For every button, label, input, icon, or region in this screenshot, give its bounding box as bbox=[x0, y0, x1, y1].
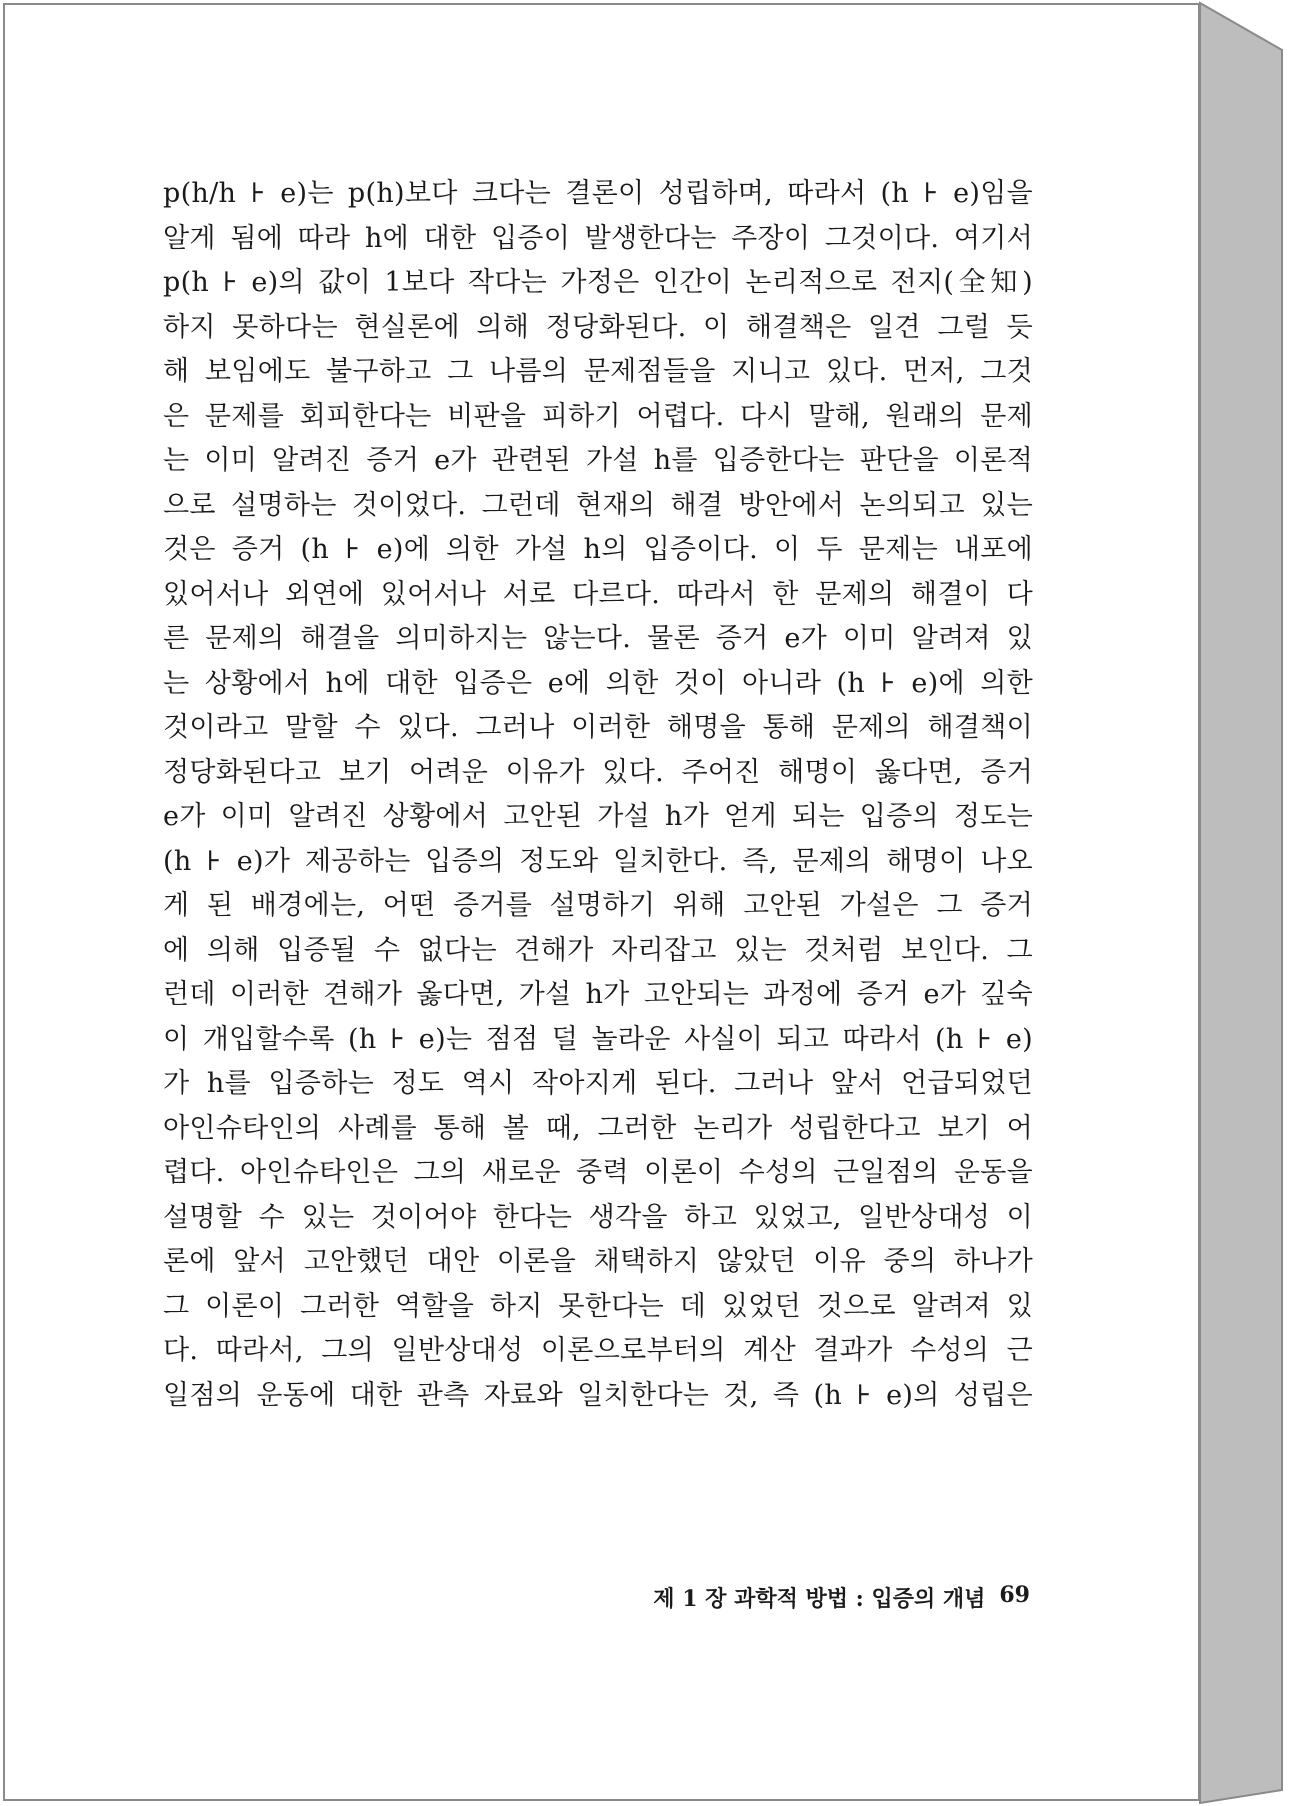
text-line: 론에 앞서 고안했던 대안 이론을 채택하지 않았던 이유 중의 하나가 bbox=[163, 1246, 1033, 1277]
text-line: 렵다. 아인슈타인은 그의 새로운 중력 이론이 수성의 근일점의 운동을 bbox=[163, 1157, 1033, 1188]
text-line: 른 문제의 해결을 의미하지는 않는다. 물론 증거 e가 이미 알려져 있 bbox=[163, 623, 1033, 654]
text-line: 알게 됨에 따라 h에 대한 입증이 발생한다는 주장이 그것이다. 여기서 bbox=[163, 222, 1033, 254]
text-line: 것이라고 말할 수 있다. 그러나 이러한 해명을 통해 문제의 해결책이 bbox=[163, 712, 1033, 743]
page-number: 69 bbox=[999, 1582, 1030, 1608]
text-line: 는 상황에서 h에 대한 입증은 e에 의한 것이 아니라 (h ⊦ e)에 의한 bbox=[163, 667, 1033, 699]
text-line: 하지 못하다는 현실론에 의해 정당화된다. 이 해결책은 일견 그럴 듯 bbox=[163, 311, 1033, 343]
page-footer bbox=[640, 1582, 1030, 1613]
text-line: 정당화된다고 보기 어려운 이유가 있다. 주어진 해명이 옳다면, 증거 bbox=[163, 756, 1033, 788]
text-line: 있어서나 외연에 있어서나 서로 다르다. 따라서 한 문제의 해결이 다 bbox=[163, 578, 1033, 610]
text-line: e가 이미 알려진 상황에서 고안된 가설 h가 얻게 되는 입증의 정도는 bbox=[163, 801, 1033, 832]
text-line: 가 h를 입증하는 정도 역시 작아지게 된다. 그러나 앞서 언급되었던 bbox=[163, 1068, 1033, 1099]
text-line: p(h ⊦ e)의 값이 1보다 작다는 가정은 인간이 논리적으로 전지(全知) bbox=[163, 267, 1033, 298]
text-line: 그 이론이 그러한 역할을 하지 못한다는 데 있었던 것으로 알려져 있 bbox=[163, 1290, 1033, 1322]
text-line: 는 이미 알려진 증거 e가 관련된 가설 h를 입증한다는 판단을 이론적 bbox=[163, 445, 1033, 476]
text-line: 설명할 수 있는 것이어야 한다는 생각을 하고 있었고, 일반상대성 이 bbox=[163, 1201, 1033, 1233]
text-line: (h ⊦ e)가 제공하는 입증의 정도와 일치한다. 즉, 문제의 해명이 나오 bbox=[163, 845, 1033, 877]
text-line: 해 보임에도 불구하고 그 나름의 문제점들을 지니고 있다. 먼저, 그것 bbox=[163, 356, 1033, 387]
running-head: 제 1 장 과학적 방법 : 입증의 개념 bbox=[653, 1586, 986, 1612]
text-line: 아인슈타인의 사례를 통해 볼 때, 그러한 논리가 성립한다고 보기 어 bbox=[163, 1112, 1033, 1144]
body-text bbox=[163, 172, 1033, 1418]
text-line: 게 된 배경에는, 어떤 증거를 설명하기 위해 고안된 가설은 그 증거 bbox=[163, 890, 1033, 921]
text-line: 다. 따라서, 그의 일반상대성 이론으로부터의 계산 결과가 수성의 근 bbox=[163, 1335, 1033, 1366]
text-line: 은 문제를 회피한다는 비판을 피하기 어렵다. 다시 말해, 원래의 문제 bbox=[163, 400, 1033, 432]
text-line: p(h/h ⊦ e)는 p(h)보다 크다는 결론이 성립하며, 따라서 (h ⊦ e)임을 bbox=[163, 178, 1033, 209]
text-line: 것은 증거 (h ⊦ e)에 의한 가설 h의 입증이다. 이 두 문제는 내포에 bbox=[163, 534, 1033, 565]
text-line: 으로 설명하는 것이었다. 그런데 현재의 해결 방안에서 논의되고 있는 bbox=[163, 489, 1033, 521]
text-line: 에 의해 입증될 수 없다는 견해가 자리잡고 있는 것처럼 보인다. 그 bbox=[163, 934, 1033, 966]
text-line: 이 개입할수록 (h ⊦ e)는 점점 덜 놀라운 사실이 되고 따라서 (h ⊦ e) bbox=[163, 1023, 1033, 1055]
text-line: 일점의 운동에 대한 관측 자료와 일치한다는 것, 즉 (h ⊦ e)의 성립은 bbox=[163, 1379, 1033, 1411]
text-line: 런데 이러한 견해가 옳다면, 가설 h가 고안되는 과정에 증거 e가 깊숙 bbox=[163, 979, 1033, 1010]
